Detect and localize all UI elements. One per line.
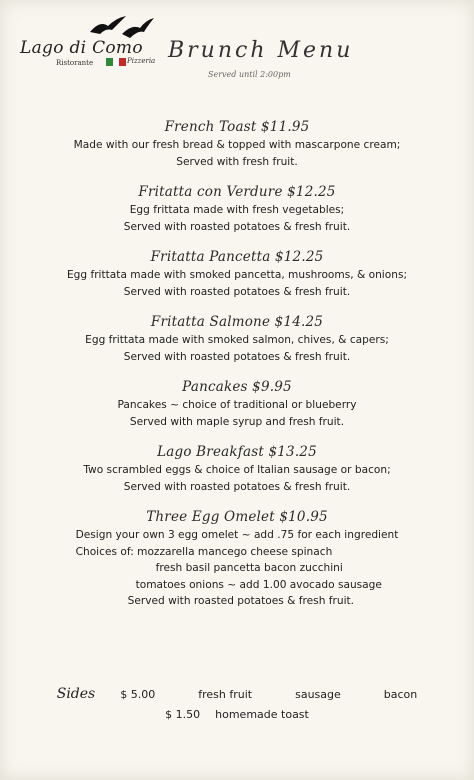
menu-item-description: Served with roasted potatoes & fresh fruit. [123,480,351,493]
omelet-line: Choices of: mozzarella mancego cheese spinach [75,545,333,558]
menu-item-description: Served with maple syrup and fresh fruit. [129,415,345,428]
menu-item-description: Served with fresh fruit. [176,155,298,168]
menu-item-description: Egg frittata made with fresh vegetables; [129,204,345,216]
menu-item-omelet [0,507,474,610]
sides-row-2 [0,705,474,725]
menu-item-heading: Lago Breakfast $13.25 [157,444,317,460]
page-title: Brunch Menu [168,38,354,63]
menu-item-description: Served with roasted potatoes & fresh fruit. [123,350,351,363]
menu-item-heading: French Toast $11.95 [164,119,310,135]
menu-items [0,117,474,622]
omelet-line: tomatoes onions ~ add 1.00 avocado sausage [135,578,382,591]
sides-price: $ 1.50 [165,708,201,721]
menu-item-heading: Fritatta Salmone $14.25 [150,314,324,330]
restaurant-logo [14,12,154,72]
side-option: fresh fruit [198,688,253,701]
omelet-description [76,527,399,610]
menu-item-fritatta-salmone [0,312,474,365]
side-option: sausage [295,688,341,701]
logo-name: Lago di Como [20,38,143,58]
menu-item-description: Two scrambled eggs & choice of Italian sausage or bacon; [83,464,391,476]
sides-row-1 [0,684,474,705]
omelet-line: Design your own 3 egg omelet ~ add .75 for each ingredient [75,529,399,541]
menu-item-fritatta-verdure [0,182,474,235]
logo-pizzeria: Pizzeria [127,57,156,65]
menu-item-description: Made with our fresh bread & topped with mascarpone cream; [73,139,401,151]
omelet-line: fresh basil pancetta bacon zucchini [155,562,343,574]
page-subtitle: Served until 2:00pm [208,70,291,79]
menu-item-heading: Fritatta con Verdure $12.25 [138,184,336,200]
menu-item-description: Served with roasted potatoes & fresh fruit. [123,220,351,233]
italian-flag-icon [106,58,126,66]
menu-item-description: Pancakes ~ choice of traditional or blueberry [117,399,357,411]
menu-item-heading: Pancakes $9.95 [182,379,292,395]
menu-item-pancakes [0,377,474,430]
menu-item-description: Egg frittata made with smoked pancetta, mushrooms, & onions; [66,269,408,281]
side-option: homemade toast [215,708,309,721]
sides-label: Sides [56,686,96,702]
side-option: bacon [383,688,418,701]
menu-item-description: Egg frittata made with smoked salmon, chives, & capers; [85,334,389,346]
sides-section [0,684,474,725]
menu-item-fritatta-pancetta [0,247,474,300]
sides-price: $ 5.00 [120,688,156,701]
omelet-line: Served with roasted potatoes & fresh fruit. [127,595,355,607]
menu-item-lago-breakfast [0,442,474,495]
menu-item-heading: Three Egg Omelet $10.95 [146,509,328,525]
logo-ristorante: Ristorante [56,59,94,67]
menu-item-description: Served with roasted potatoes & fresh fruit. [123,285,351,298]
menu-item-french-toast [0,117,474,170]
menu-item-heading: Fritatta Pancetta $12.25 [150,249,324,265]
